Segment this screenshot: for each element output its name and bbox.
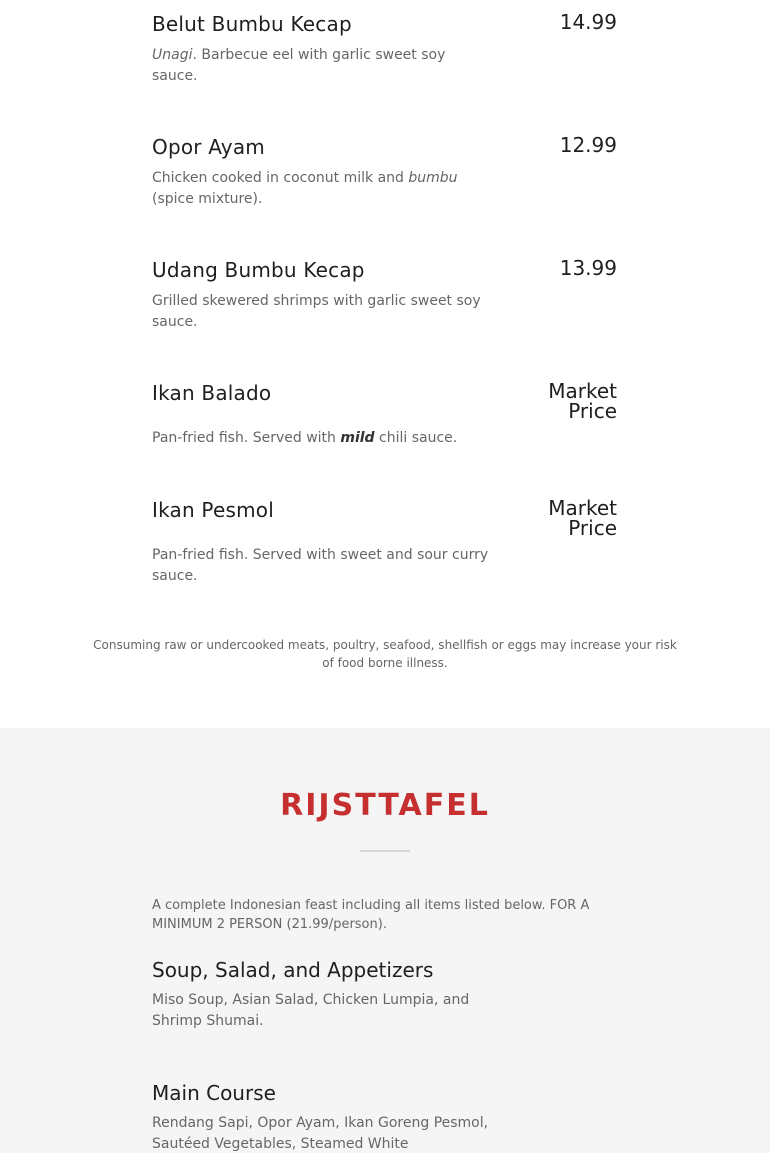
title-divider bbox=[360, 850, 410, 852]
menu-item-desc-bold: mild bbox=[340, 430, 375, 446]
menu-item-description: Pan-fried fish. Served with sweet and sour curry sauce. bbox=[152, 547, 489, 584]
food-safety-disclaimer: Consuming raw or undercooked meats, poultry, seafood, shellfish or eggs may increase your risk of food borne illness. bbox=[93, 638, 677, 670]
menu-item-name: Opor Ayam bbox=[152, 135, 265, 159]
course-description: Rendang Sapi, Opor Ayam, Ikan Goreng Pesmol, Sautéed Vegetables, Steamed White bbox=[152, 1115, 489, 1152]
menu-item-description bbox=[152, 45, 492, 87]
menu-item-price: 13.99 bbox=[559, 256, 617, 280]
section-title: RIJSTTAFEL bbox=[280, 788, 490, 823]
menu-item bbox=[152, 12, 617, 92]
menu-item-name: Belut Bumbu Kecap bbox=[152, 12, 352, 36]
menu-item-price-line: Market bbox=[548, 496, 617, 520]
menu-item-price bbox=[548, 381, 617, 421]
menu-item-price: 14.99 bbox=[559, 10, 617, 34]
menu-item-desc-text: Chicken cooked in coconut milk and bbox=[152, 170, 409, 186]
menu-item-price-line: Price bbox=[568, 516, 617, 540]
rijsttafel-section bbox=[0, 728, 770, 1153]
menu-item-name: Udang Bumbu Kecap bbox=[152, 258, 365, 282]
menu-item-price: 12.99 bbox=[559, 133, 617, 157]
menu-item bbox=[152, 381, 617, 461]
menu-item-desc-text: (spice mixture). bbox=[152, 191, 263, 207]
menu-item-name: Ikan Pesmol bbox=[152, 498, 274, 522]
course-name: Main Course bbox=[152, 1081, 276, 1105]
menu-item bbox=[152, 258, 617, 338]
menu-item-description: Grilled skewered shrimps with garlic sweet soy sauce. bbox=[152, 293, 481, 330]
menu-item-description bbox=[152, 168, 492, 210]
menu-item bbox=[152, 135, 617, 215]
menu-item bbox=[152, 498, 617, 588]
course-description: Miso Soup, Asian Salad, Chicken Lumpia, and Shrimp Shumai. bbox=[152, 992, 470, 1029]
menu-item-description bbox=[152, 428, 512, 449]
menu-item-desc-text: chili sauce. bbox=[374, 430, 458, 446]
menu-item-desc-italic: Unagi bbox=[152, 47, 193, 63]
course-name: Soup, Salad, and Appetizers bbox=[152, 958, 434, 982]
section-intro: A complete Indonesian feast including all items listed below. FOR A MINIMUM 2 PERSON (21.99/person). bbox=[152, 898, 590, 932]
menu-item-price-line: Price bbox=[568, 399, 617, 423]
menu-item-desc-text: . Barbecue eel with garlic sweet soy sauce. bbox=[152, 47, 446, 84]
menu-item-desc-text: Pan-fried fish. Served with bbox=[152, 430, 341, 446]
menu-item-price-line: Market bbox=[548, 379, 617, 403]
menu-item-name: Ikan Balado bbox=[152, 381, 272, 405]
menu-item-desc-italic: bumbu bbox=[408, 170, 458, 186]
menu-item-price bbox=[548, 498, 617, 538]
